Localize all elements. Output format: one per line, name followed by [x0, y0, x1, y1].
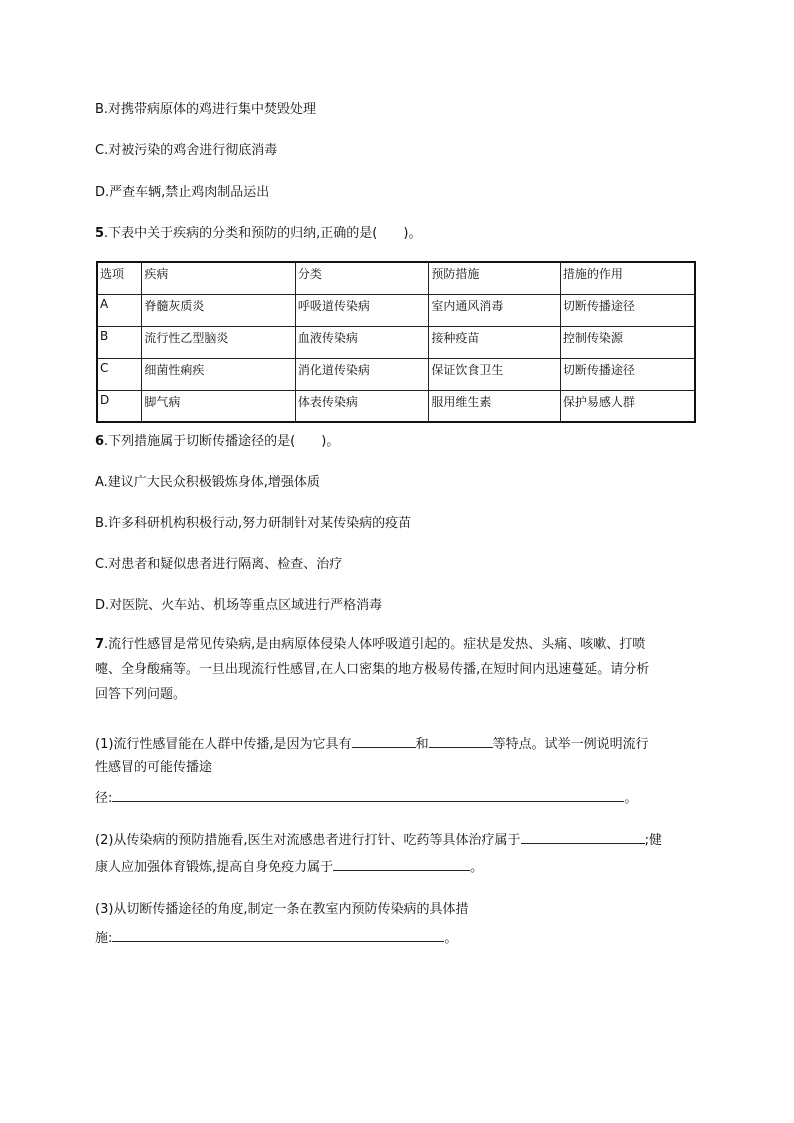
- answer-blank[interactable]: [352, 734, 416, 748]
- q6-option-b: B.许多科研机构积极行动,努力研制针对某传染病的疫苗: [95, 516, 412, 531]
- q4-option-b: B.对携带病原体的鸡进行集中焚毁处理: [95, 102, 317, 117]
- table-cell: 消化道传染病: [295, 358, 429, 390]
- header-cell: 选项: [97, 262, 142, 294]
- answer-blank[interactable]: [521, 830, 645, 844]
- text: 和: [415, 737, 429, 752]
- table-cell: 接种疫苗: [429, 326, 561, 358]
- header-cell: 分类: [295, 262, 429, 294]
- answer-blank[interactable]: [112, 928, 444, 942]
- header-cell: 预防措施: [429, 262, 561, 294]
- header-cell: 措施的作用: [560, 262, 695, 294]
- text: (2)从传染病的预防措施看,医生对流感患者进行打针、吃药等具体治疗属于: [95, 833, 521, 848]
- answer-blank[interactable]: [112, 788, 624, 802]
- question-number: 6: [95, 434, 105, 449]
- table-cell: 细菌性痢疾: [142, 358, 295, 390]
- table-cell: 控制传染源: [560, 326, 695, 358]
- q4-option-c: C.对被污染的鸡舍进行彻底消毒: [95, 143, 278, 158]
- table-header-row: [97, 262, 695, 294]
- q7-part1-line3: [95, 788, 637, 808]
- q7-part3-line2: [95, 928, 457, 948]
- question-7-intro-line1: [95, 636, 645, 654]
- header-cell: 疾病: [142, 262, 295, 294]
- text: 等特点。试举一例说明流行: [492, 737, 649, 752]
- question-text: .下表中关于疾病的分类和预防的归纳,正确的是( )。: [104, 226, 422, 241]
- table-cell: 保证饮食卫生: [429, 358, 561, 390]
- question-text: .下列措施属于切断传播途径的是( )。: [104, 434, 340, 449]
- q7-part1-line2: 性感冒的可能传播途: [95, 760, 213, 775]
- table-cell: 脚气病: [142, 390, 295, 422]
- question-7-intro-line2: 嚏、全身酸痛等。一旦出现流行性感冒,在人口密集的地方极易传播,在短时间内迅速蔓延。请分析: [95, 662, 650, 677]
- text: 。: [470, 860, 484, 875]
- table-cell: 切断传播途径: [560, 358, 695, 390]
- question-7-intro-line3: 回答下列问题。: [95, 687, 187, 702]
- question-text: .流行性感冒是常见传染病,是由病原体侵染人体呼吸道引起的。症状是发热、头痛、咳嗽、打喷: [104, 637, 646, 652]
- q6-option-c: C.对患者和疑似患者进行隔离、检查、治疗: [95, 557, 343, 572]
- table-row: [97, 358, 695, 390]
- q7-part3-line1: (3)从切断传播途径的角度,制定一条在教室内预防传染病的具体措: [95, 902, 469, 917]
- table-cell: 脊髓灰质炎: [142, 294, 295, 326]
- question-number: 7: [95, 637, 105, 652]
- table-cell: 保护易感人群: [560, 390, 695, 422]
- question-5-stem: [95, 225, 421, 243]
- q7-part2-line2: [95, 857, 483, 877]
- table-cell: 服用维生素: [429, 390, 561, 422]
- table-row: [97, 294, 695, 326]
- table-cell: A: [97, 294, 142, 326]
- text: 径:: [95, 791, 113, 806]
- answer-blank[interactable]: [333, 857, 470, 871]
- table-cell: 切断传播途径: [560, 294, 695, 326]
- text: 康人应加强体育锻炼,提高自身免疫力属于: [95, 860, 334, 875]
- table-cell: 血液传染病: [295, 326, 429, 358]
- answer-blank[interactable]: [429, 734, 493, 748]
- table-cell: 体表传染病: [295, 390, 429, 422]
- q7-part1-line1: [95, 734, 649, 754]
- table-cell: B: [97, 326, 142, 358]
- text: ;健: [644, 833, 662, 848]
- text: 施:: [95, 931, 113, 946]
- text: (1)流行性感冒能在人群中传播,是因为它具有: [95, 737, 352, 752]
- table-cell: 呼吸道传染病: [295, 294, 429, 326]
- table-cell: 室内通风消毒: [429, 294, 561, 326]
- disease-classification-table: [96, 261, 696, 423]
- table-cell: C: [97, 358, 142, 390]
- q4-option-d: D.严查车辆,禁止鸡肉制品运出: [95, 185, 270, 200]
- table-cell: 流行性乙型脑炎: [142, 326, 295, 358]
- table-cell: D: [97, 390, 142, 422]
- question-number: 5: [95, 226, 105, 241]
- table-row: [97, 326, 695, 358]
- table-row: [97, 390, 695, 422]
- q7-part2-line1: [95, 830, 662, 850]
- q6-option-a: A.建议广大民众积极锻炼身体,增强体质: [95, 475, 320, 490]
- text: 。: [444, 931, 458, 946]
- text: 。: [624, 791, 638, 806]
- question-6-stem: [95, 433, 339, 451]
- q6-option-d: D.对医院、火车站、机场等重点区域进行严格消毒: [95, 598, 383, 613]
